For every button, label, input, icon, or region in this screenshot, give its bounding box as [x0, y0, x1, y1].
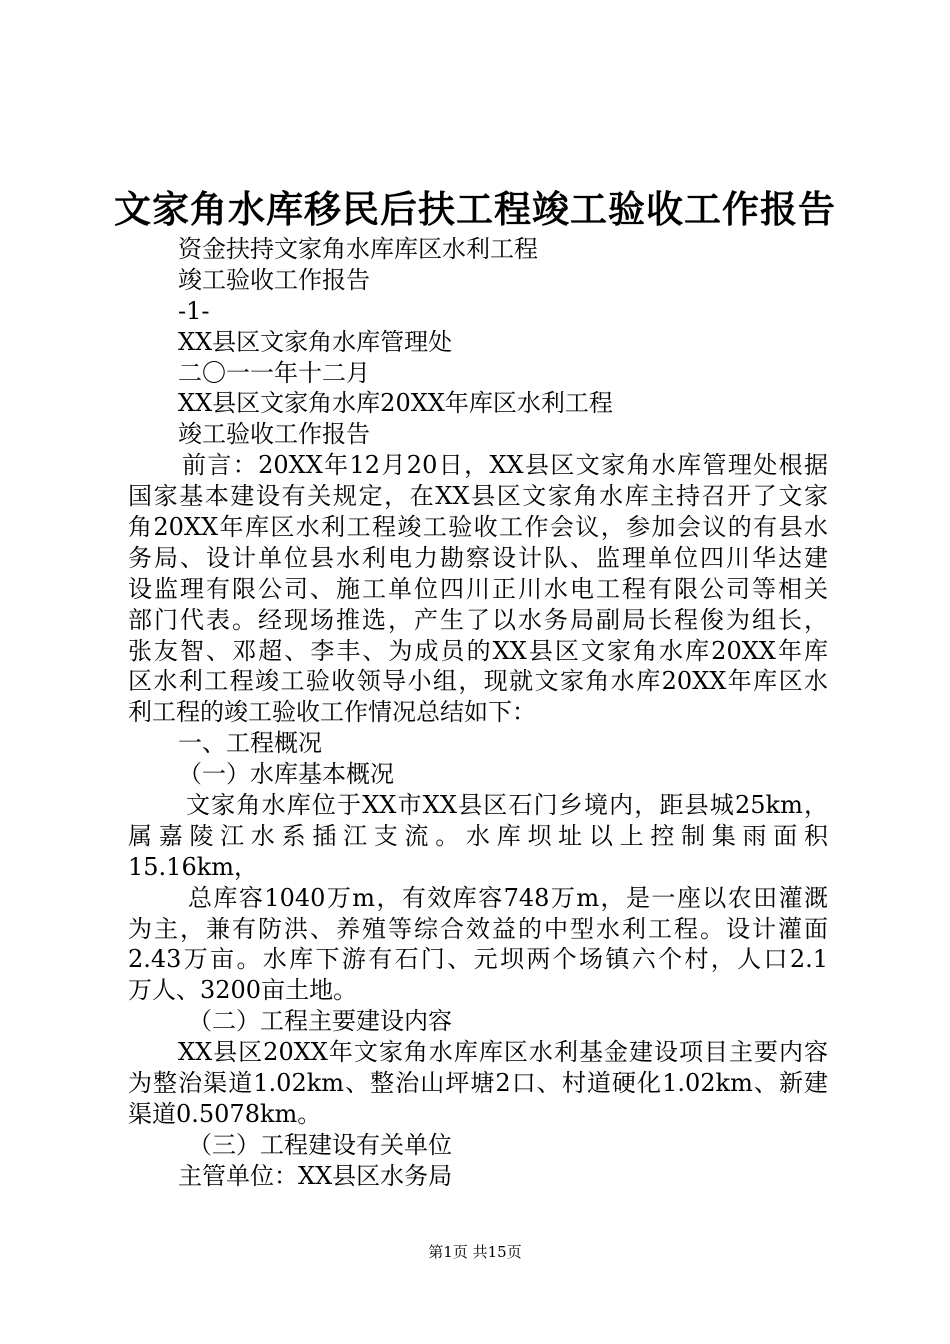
paragraph-line: 前言：20XX年12月20日，XX县区文家角水库管理处根据	[182, 451, 828, 480]
document-body	[128, 234, 828, 1192]
paragraph-line: 为整治渠道1.02km、整治山坪塘2口、村道硬化1.02km、新建	[128, 1069, 828, 1098]
paragraph-line: 总库容1040万m，有效库容748万m，是一座以农田灌溉	[188, 883, 828, 912]
report-title-line: XX县区文家角水库20XX年库区水利工程	[178, 389, 613, 418]
paragraph-line: 渠道0.5078km。	[128, 1099, 322, 1128]
paragraph-line: 万人、3200亩土地。	[128, 976, 358, 1005]
subtitle-line: 资金扶持文家角水库库区水利工程	[178, 235, 538, 263]
section-heading: 一、工程概况	[178, 729, 322, 758]
page-marker: -1-	[178, 296, 210, 325]
paragraph-line: 2.43万亩。水库下游有石门、元坝两个场镇六个村，人口2.1	[128, 945, 828, 974]
page-footer: 第1页 共15页	[428, 1243, 522, 1261]
paragraph-line: 张友智、邓超、李丰、为成员的XX县区文家角水库20XX年库	[128, 636, 828, 665]
paragraph-line: 区水利工程竣工验收领导小组，现就文家角水库20XX年库区水	[128, 667, 828, 696]
document-title: 文家角水库移民后扶工程竣工验收工作报告	[114, 187, 836, 231]
paragraph-line: 务局、设计单位县水利电力勘察设计队、监理单位四川华达建	[128, 543, 828, 572]
paragraph-line: 15.16km，	[128, 852, 259, 881]
paragraph-line: 为主，兼有防洪、养殖等综合效益的中型水利工程。设计灌面	[128, 914, 828, 943]
paragraph-line: 主管单位：XX县区水务局	[178, 1161, 453, 1190]
report-title-line: 竣工验收工作报告	[178, 420, 370, 449]
subtitle-line: 竣工验收工作报告	[178, 265, 370, 294]
paragraph-line: 国家基本建设有关规定，在XX县区文家角水库主持召开了文家	[128, 482, 828, 511]
paragraph-line: 设监理有限公司、施工单位四川正川水电工程有限公司等相关	[128, 574, 828, 603]
paragraph-line: 属嘉陵江水系插江支流。水库坝址以上控制集雨面积	[128, 821, 828, 850]
organization-line: XX县区文家角水库管理处	[178, 327, 453, 356]
paragraph-line: 文家角水库位于XX市XX县区石门乡境内，距县城25km，	[186, 791, 828, 820]
subsection-heading: （一）水库基本概况	[178, 760, 394, 789]
subsection-heading: （二）工程主要建设内容	[188, 1007, 452, 1036]
paragraph-line: 利工程的竣工验收工作情况总结如下：	[128, 698, 536, 727]
paragraph-line: 角20XX年库区水利工程竣工验收工作会议，参加会议的有县水	[128, 513, 828, 542]
paragraph-line: 部门代表。经现场推选，产生了以水务局副局长程俊为组长，	[128, 605, 828, 634]
subsection-heading: （三）工程建设有关单位	[188, 1130, 452, 1159]
paragraph-line: XX县区20XX年文家角水库库区水利基金建设项目主要内容	[178, 1038, 828, 1067]
date-line: 二〇一一年十二月	[178, 358, 370, 387]
